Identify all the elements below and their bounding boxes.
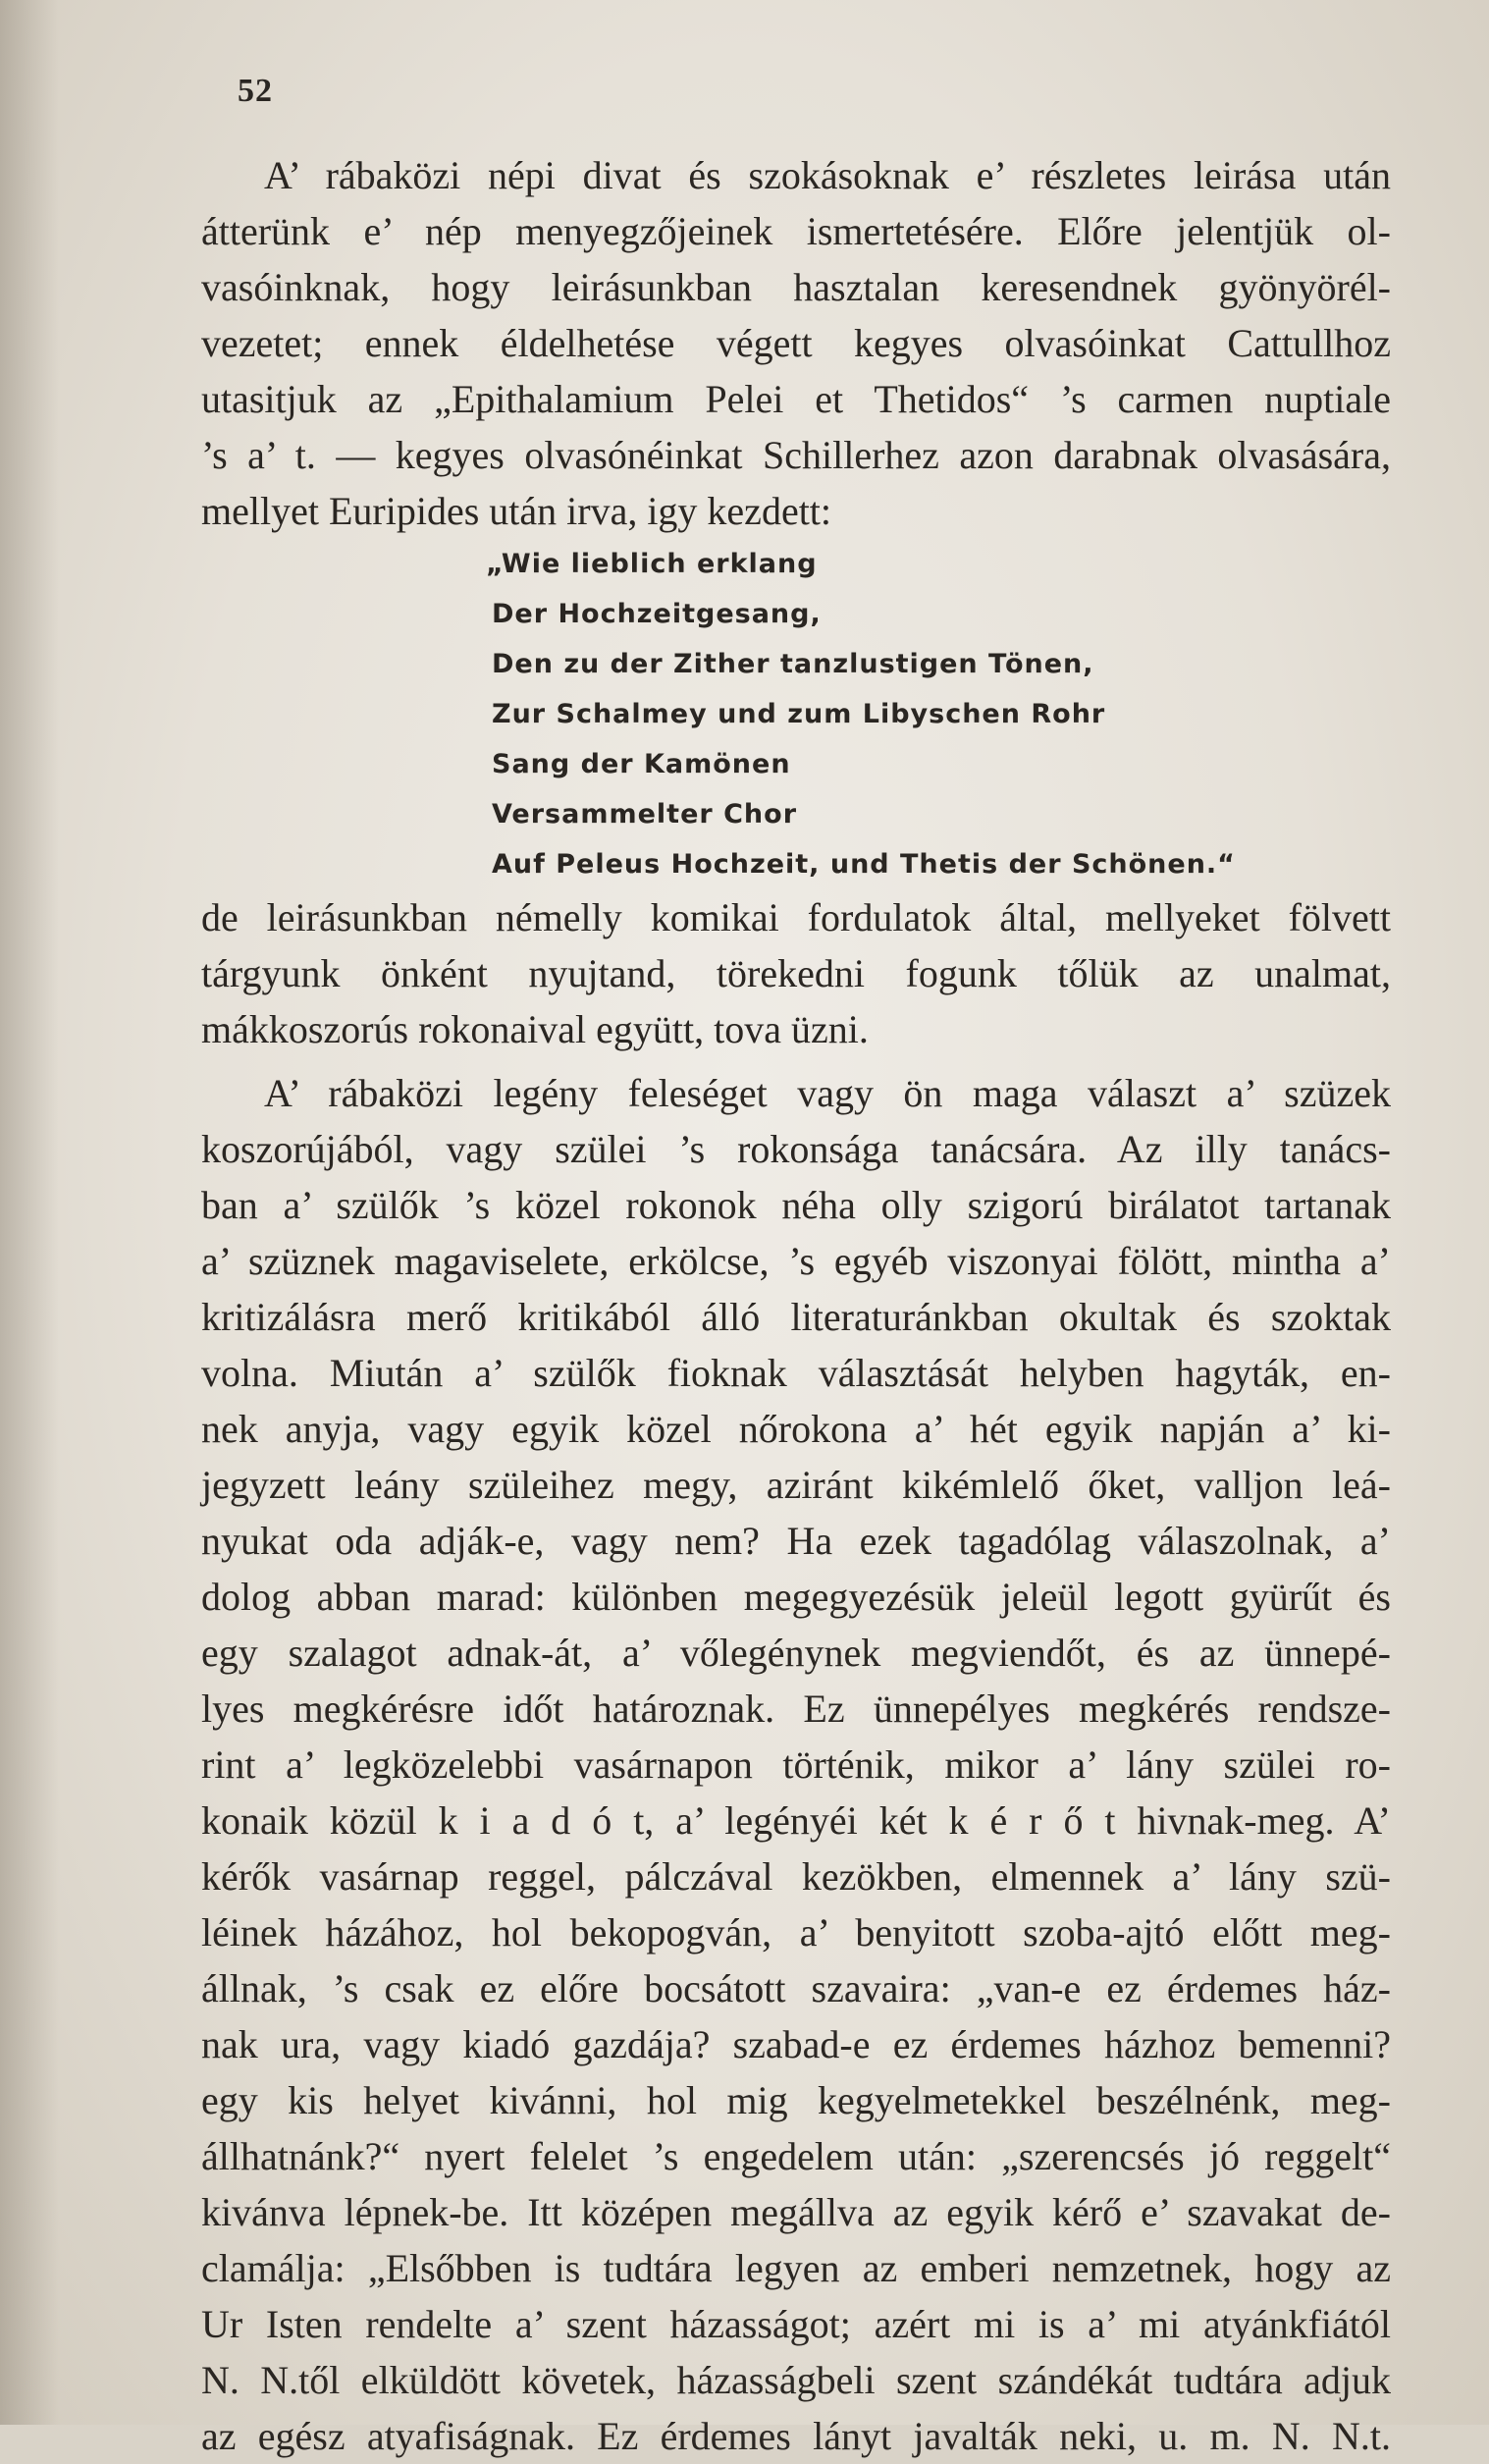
text-line: kérők vasárnap reggel, pálczával kezökben, elmennek a’ lány szü- <box>201 1854 1391 1899</box>
paragraph-continuation <box>201 889 1391 1057</box>
text-line: állhatnánk?“ nyert felelet ’s engedelem után: „szerencsés jó reggelt“ <box>201 2134 1391 2178</box>
text-line: ’s a’ t. — kegyes olvasónéinkat Schillerhez azon darabnak olvasására, <box>201 433 1391 477</box>
paragraph-courtship <box>201 1065 1391 2464</box>
text-line: utasitjuk az „Epithalamium Pelei et Thetidos“ ’s carmen nuptiale <box>201 377 1391 421</box>
text-line: lyes megkérésre időt határoznak. Ez ünnepélyes megkérés rendsze- <box>201 1687 1391 1731</box>
text-line: állnak, ’s csak ez előre bocsátott szavaira: „van-e ez érdemes ház- <box>201 1966 1391 2010</box>
text-line: de leirásunkban némelly komikai fordulatok által, mellyeket fölvett <box>201 895 1391 939</box>
poem-line: „Wie lieblich erklang <box>486 549 818 579</box>
poem-line: Zur Schalmey und zum Libyschen Rohr <box>492 699 1106 729</box>
paragraph-intro <box>201 147 1391 539</box>
text-line: volna. Miután a’ szülők fioknak választását helyben hagyták, en- <box>201 1351 1391 1395</box>
text-line: A’ rábaközi legény feleséget vagy ön maga választ a’ szüzek <box>264 1071 1391 1115</box>
page-body <box>201 147 1391 2464</box>
text-line: dolog abban marad: különben megegyezésük jeleül legott gyürűt és <box>201 1575 1391 1619</box>
poem-line: Der Hochzeitgesang, <box>492 599 822 629</box>
text-line: nek anyja, vagy egyik közel nőrokona a’ hét egyik napján a’ ki- <box>201 1407 1391 1451</box>
page-number: 52 <box>238 73 273 109</box>
text-line: mákkoszorús rokonaival együtt, tova üzni. <box>201 1007 869 1051</box>
text-line: rint a’ legközelebbi vasárnapon történik, mikor a’ lány szülei ro- <box>201 1742 1391 1787</box>
text-line: átterünk e’ nép menyegzőjeinek ismertetésére. Előre jelentjük ol- <box>201 209 1391 253</box>
poem-line: Sang der Kamönen <box>492 749 791 779</box>
text-line: N. N.től elküldött követek, házasságbeli szent szándékát tudtára adjuk <box>201 2358 1391 2402</box>
text-line: kivánva lépnek-be. Itt középen megállva az egyik kérő e’ szavakat de- <box>201 2190 1391 2234</box>
text-line: egy szalagot adnak-át, a’ vőlegénynek megviendőt, és az ünnepé- <box>201 1631 1391 1675</box>
text-line: tárgyunk önként nyujtand, törekedni fogunk tőlük az unalmat, <box>201 951 1391 995</box>
text-line: clamálja: „Elsőbben is tudtára legyen az emberi nemzetnek, hogy az <box>201 2246 1391 2290</box>
text-line: nyukat oda adják-e, vagy nem? Ha ezek tagadólag válaszolnak, a’ <box>201 1519 1391 1563</box>
text-line: a’ szüznek magaviselete, erkölcse, ’s egyéb viszonyai fölött, mintha a’ <box>201 1239 1391 1283</box>
poem-line: Versammelter Chor <box>492 799 798 830</box>
poem-line: Auf Peleus Hochzeit, und Thetis der Schönen.“ <box>492 849 1236 880</box>
text-line: ban a’ szülők ’s közel rokonok néha olly szigorú birálatot tartanak <box>201 1183 1391 1227</box>
poem-line: Den zu der Zither tanzlustigen Tönen, <box>492 649 1094 679</box>
text-line: egy kis helyet kivánni, hol mig kegyelmetekkel beszélnénk, meg- <box>201 2078 1391 2122</box>
text-line: az egész atyafiságnak. Ez érdemes lányt javalták neki, u. m. N. N.t. <box>201 2414 1391 2458</box>
text-line: mellyet Euripides után irva, igy kezdett: <box>201 489 832 533</box>
text-line: vezetet; ennek éldelhetése végett kegyes olvasóinkat Cattullhoz <box>201 321 1391 365</box>
text-line: léinek házához, hol bekopogván, a’ benyitott szoba-ajtó előtt meg- <box>201 1910 1391 1955</box>
poem-quotation <box>201 539 1391 889</box>
text-line: koszorújából, vagy szülei ’s rokonsága tanácsára. Az illy tanács- <box>201 1127 1391 1171</box>
text-line: A’ rábaközi népi divat és szokásoknak e’ részletes leirása után <box>264 153 1391 197</box>
text-line: vasóinknak, hogy leirásunkban hasztalan keresendnek gyönyörél- <box>201 265 1391 309</box>
text-line: kritizálásra merő kritikából álló literaturánkban okultak és szoktak <box>201 1295 1391 1339</box>
text-line: Ur Isten rendelte a’ szent házasságot; azért mi is a’ mi atyánkfiától <box>201 2302 1391 2346</box>
page-edge-shadow <box>0 0 59 2425</box>
text-line: konaik közül k i a d ó t, a’ legényéi két k é r ő t hivnak-meg. A’ <box>201 1798 1391 1843</box>
text-line: jegyzett leány szüleihez megy, aziránt kikémlelő őket, valljon leá- <box>201 1463 1391 1507</box>
text-line: nak ura, vagy kiadó gazdája? szabad-e ez érdemes házhoz bemenni? <box>201 2022 1391 2066</box>
